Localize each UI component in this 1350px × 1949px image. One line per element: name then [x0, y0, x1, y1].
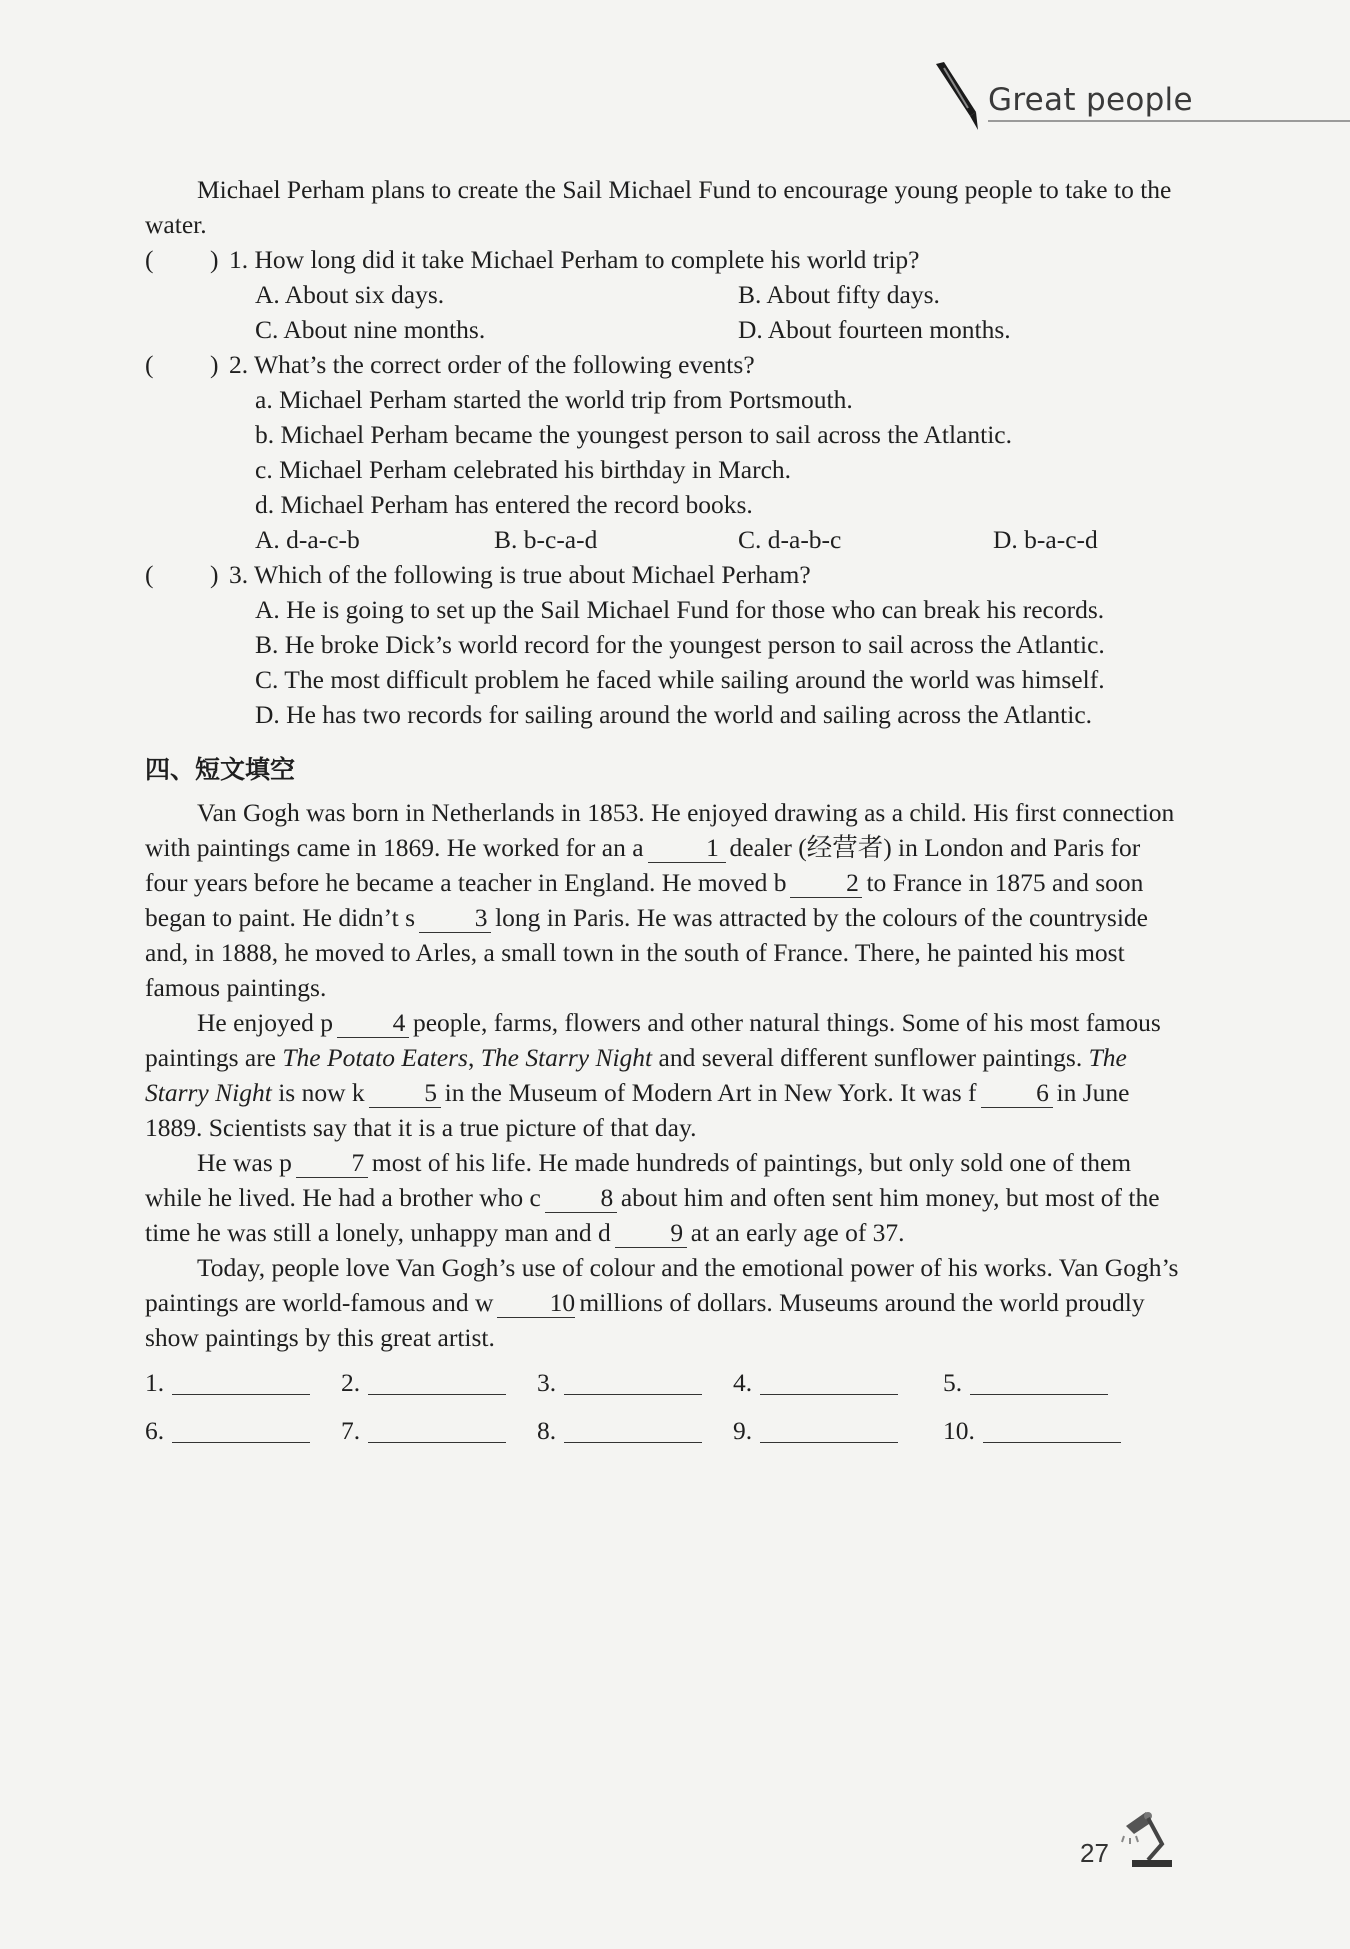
passage-text: at an early age of 37.	[690, 1218, 905, 1247]
passage-paragraph-3	[145, 1145, 1185, 1250]
painting-title: The Potato Eaters	[282, 1043, 468, 1072]
answer-label: 6.	[145, 1416, 165, 1445]
passage-text: Van Gogh was born in Netherlands in 1853. He enjoyed drawing as a child. His first connection with paintings came in 1869. He worked for an a	[145, 798, 1175, 862]
passage-text: Today, people love Van Gogh’s use of colour and the emotional power of his works. Van Gogh’s paintings are world-famous and w	[145, 1253, 1179, 1317]
blank-10: 10	[497, 1289, 575, 1318]
question-2-option-b[interactable]: B. b-c-a-d	[494, 525, 598, 554]
answer-slot-9[interactable]	[733, 1413, 898, 1448]
question-2-options-row	[145, 522, 1185, 557]
page-number: 27	[1080, 1838, 1109, 1868]
answer-bracket-open: (	[145, 350, 154, 379]
question-1-option-a[interactable]: A. About six days.	[255, 280, 445, 309]
page-header	[930, 60, 1350, 130]
answer-slot-10[interactable]	[943, 1413, 1121, 1448]
question-2-option-d[interactable]: D. b-a-c-d	[993, 525, 1098, 554]
section-title: 四、短文填空	[145, 755, 296, 784]
blank-6: 6	[981, 1079, 1053, 1108]
answer-bracket-close: )	[210, 245, 219, 274]
question-2-option-a[interactable]: A. d-a-c-b	[255, 525, 360, 554]
answer-label: 9.	[733, 1416, 753, 1445]
passage-paragraph-2	[145, 1005, 1185, 1145]
answer-slot-5[interactable]	[943, 1365, 1108, 1400]
question-3-stem: 3. Which of the following is true about Michael Perham?	[229, 560, 811, 589]
passage-text: is now k	[278, 1078, 365, 1107]
passage-text: He enjoyed p	[197, 1008, 333, 1037]
passage-text: and several different sunflower paintings.	[658, 1043, 1083, 1072]
answer-bracket-close: )	[210, 350, 219, 379]
answer-slot-7[interactable]	[341, 1413, 506, 1448]
blank-9: 9	[615, 1219, 687, 1248]
answer-bracket-open: (	[145, 245, 154, 274]
passage-text: millions of dollars. Museums around the world proudly show paintings by this great artist.	[145, 1288, 1145, 1352]
blank-2: 2	[790, 869, 862, 898]
answer-row-1	[145, 1365, 1185, 1413]
content	[145, 172, 1185, 1461]
question-3-option-d[interactable]: D. He has two records for sailing around the world and sailing across the Atlantic.	[255, 700, 1093, 729]
answer-slot-3[interactable]	[537, 1365, 702, 1400]
answer-slot-8[interactable]	[537, 1413, 702, 1448]
question-1	[145, 242, 1185, 277]
answer-label: 2.	[341, 1368, 361, 1397]
answer-slot-4[interactable]	[733, 1365, 898, 1400]
answer-slot-2[interactable]	[341, 1365, 506, 1400]
question-2-stem: 2. What’s the correct order of the following events?	[229, 350, 755, 379]
blank-8: 8	[545, 1184, 617, 1213]
question-1-options-row-1	[145, 277, 1185, 312]
answer-slot-6[interactable]	[145, 1413, 310, 1448]
passage-text: ,	[467, 1043, 475, 1072]
passage-text: most of his life. He made hundreds of paintings, but only sold one of them while he lived. He had a brother who c	[145, 1148, 1132, 1212]
answer-row-2	[145, 1413, 1185, 1461]
question-3-option-a[interactable]: A. He is going to set up the Sail Michael Fund for those who can break his records.	[255, 595, 1105, 624]
painting-title: The Starry Night	[145, 1043, 1127, 1107]
question-2-event-a: a. Michael Perham started the world trip from Portsmouth.	[255, 385, 853, 414]
painting-title: The Starry Night	[480, 1043, 653, 1072]
passage-text: He was p	[197, 1148, 292, 1177]
passage-text: in the Museum of Modern Art in New York. It was f	[444, 1078, 977, 1107]
answer-label: 4.	[733, 1368, 753, 1397]
question-3-option-b[interactable]: B. He broke Dick’s world record for the youngest person to sail across the Atlantic.	[255, 630, 1105, 659]
blank-7: 7	[296, 1149, 368, 1178]
passage-text: dealer (经营者) in London and Paris for four years before he became a teacher in England. He moved b	[145, 833, 1141, 897]
answer-slot-1[interactable]	[145, 1365, 310, 1400]
answer-label: 10.	[943, 1416, 975, 1445]
intro-text: Michael Perham plans to create the Sail Michael Fund to encourage young people to take to the water.	[145, 175, 1172, 239]
question-2-event-c: c. Michael Perham celebrated his birthday in March.	[255, 455, 792, 484]
desk-lamp-icon	[1118, 1808, 1178, 1870]
blank-3: 3	[419, 904, 491, 933]
question-3-option-c[interactable]: C. The most difficult problem he faced while sailing around the world was himself.	[255, 665, 1105, 694]
question-1-option-d[interactable]: D. About fourteen months.	[738, 315, 1011, 344]
question-1-options-row-2	[145, 312, 1185, 347]
answer-label: 5.	[943, 1368, 963, 1397]
header-title: Great people	[988, 82, 1193, 118]
passage-paragraph-1	[145, 795, 1185, 1005]
question-2	[145, 347, 1185, 382]
question-2-event-b: b. Michael Perham became the youngest person to sail across the Atlantic.	[255, 420, 1012, 449]
blank-5: 5	[369, 1079, 441, 1108]
blank-1: 1	[648, 834, 726, 863]
passage-text: people, farms, flowers and other natural things. Some of his most famous paintings are	[145, 1008, 1161, 1072]
question-3	[145, 557, 1185, 592]
answer-label: 7.	[341, 1416, 361, 1445]
passage-text: about him and often sent him money, but most of the time he was still a lonely, unhappy man and d	[145, 1183, 1160, 1247]
question-1-option-c[interactable]: C. About nine months.	[255, 315, 486, 344]
answer-label: 8.	[537, 1416, 557, 1445]
passage-paragraph-4	[145, 1250, 1185, 1355]
passage-text: to France in 1875 and soon began to paint. He didn’t s	[145, 868, 1144, 932]
pen-icon	[930, 60, 990, 132]
blank-4: 4	[337, 1009, 409, 1038]
question-1-option-b[interactable]: B. About fifty days.	[738, 280, 940, 309]
header-rule	[988, 120, 1350, 122]
answer-label: 1.	[145, 1368, 165, 1397]
question-2-option-c[interactable]: C. d-a-b-c	[738, 525, 842, 554]
answer-bracket-open: (	[145, 560, 154, 589]
passage-text: in June 1889. Scientists say that it is a true picture of that day.	[145, 1078, 1130, 1142]
question-2-event-d: d. Michael Perham has entered the record books.	[255, 490, 753, 519]
answer-bracket-close: )	[210, 560, 219, 589]
passage-text: long in Paris. He was attracted by the colours of the countryside and, in 1888, he moved to Arles, a small town in the south of France. There, he painted his most famous paintings.	[145, 903, 1148, 1002]
answer-label: 3.	[537, 1368, 557, 1397]
question-1-stem: 1. How long did it take Michael Perham to complete his world trip?	[229, 245, 920, 274]
